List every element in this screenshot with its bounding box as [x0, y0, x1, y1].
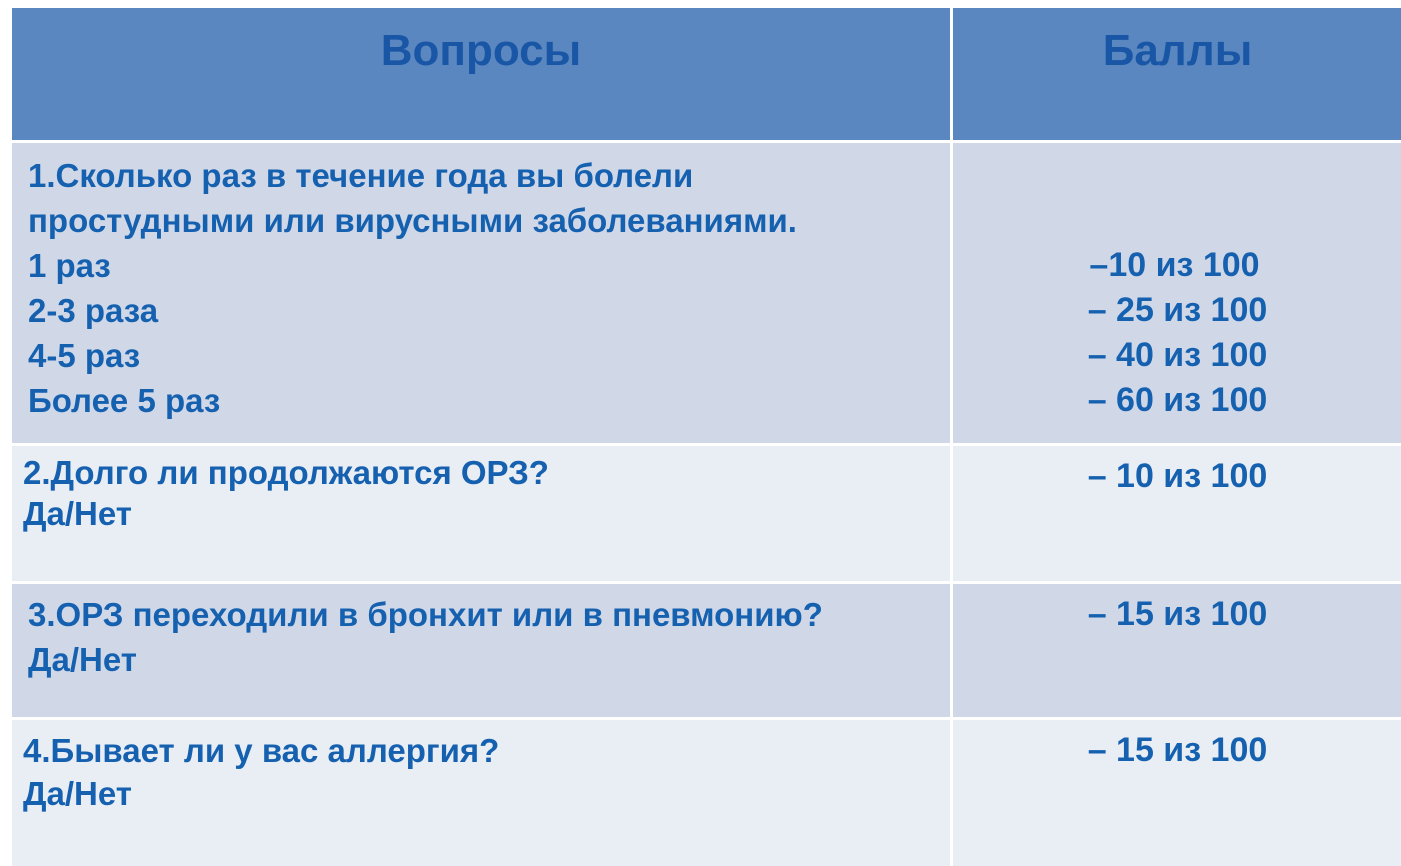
score-value: – 10 из 100	[1087, 457, 1268, 495]
score-value: – 15 из 100	[1087, 731, 1268, 769]
answer-option: Да/Нет	[28, 641, 137, 678]
question-cell-4	[12, 720, 950, 866]
score-cell-2	[953, 446, 1401, 584]
header-questions-label: Вопросы	[380, 26, 582, 75]
answer-option: 1 раз	[28, 247, 111, 284]
answer-option: Да/Нет	[23, 775, 132, 812]
header-points	[953, 8, 1401, 143]
score-cell-4	[953, 720, 1401, 866]
question-line: 4.Бывает ли у вас аллергия?	[23, 732, 500, 769]
header-questions	[12, 8, 950, 143]
question-line: 2.Долго ли продолжаются ОРЗ?	[23, 454, 549, 491]
question-cell-2	[12, 446, 950, 584]
score-value: – 40 из 100	[1087, 336, 1268, 374]
answer-option: 4-5 раз	[28, 337, 141, 374]
score-cell-3	[953, 584, 1401, 720]
question-cell-1	[12, 143, 950, 446]
score-value: – 60 из 100	[1087, 381, 1268, 419]
score-value: –10 из 100	[1089, 246, 1260, 284]
answer-option: Более 5 раз	[28, 382, 221, 419]
score-value: – 15 из 100	[1087, 595, 1268, 633]
questionnaire-table	[12, 8, 1399, 866]
question-line: 1.Сколько раз в течение года вы болели	[28, 157, 694, 194]
header-points-label: Баллы	[1102, 26, 1253, 75]
question-line: простудными или вирусными заболеваниями.	[28, 202, 797, 239]
score-value: – 25 из 100	[1087, 291, 1268, 329]
question-cell-3	[12, 584, 950, 720]
answer-option: 2-3 раза	[28, 292, 159, 329]
answer-option: Да/Нет	[23, 495, 132, 532]
question-line: 3.ОРЗ переходили в бронхит или в пневмонию?	[28, 596, 823, 633]
score-cell-1	[953, 143, 1401, 446]
